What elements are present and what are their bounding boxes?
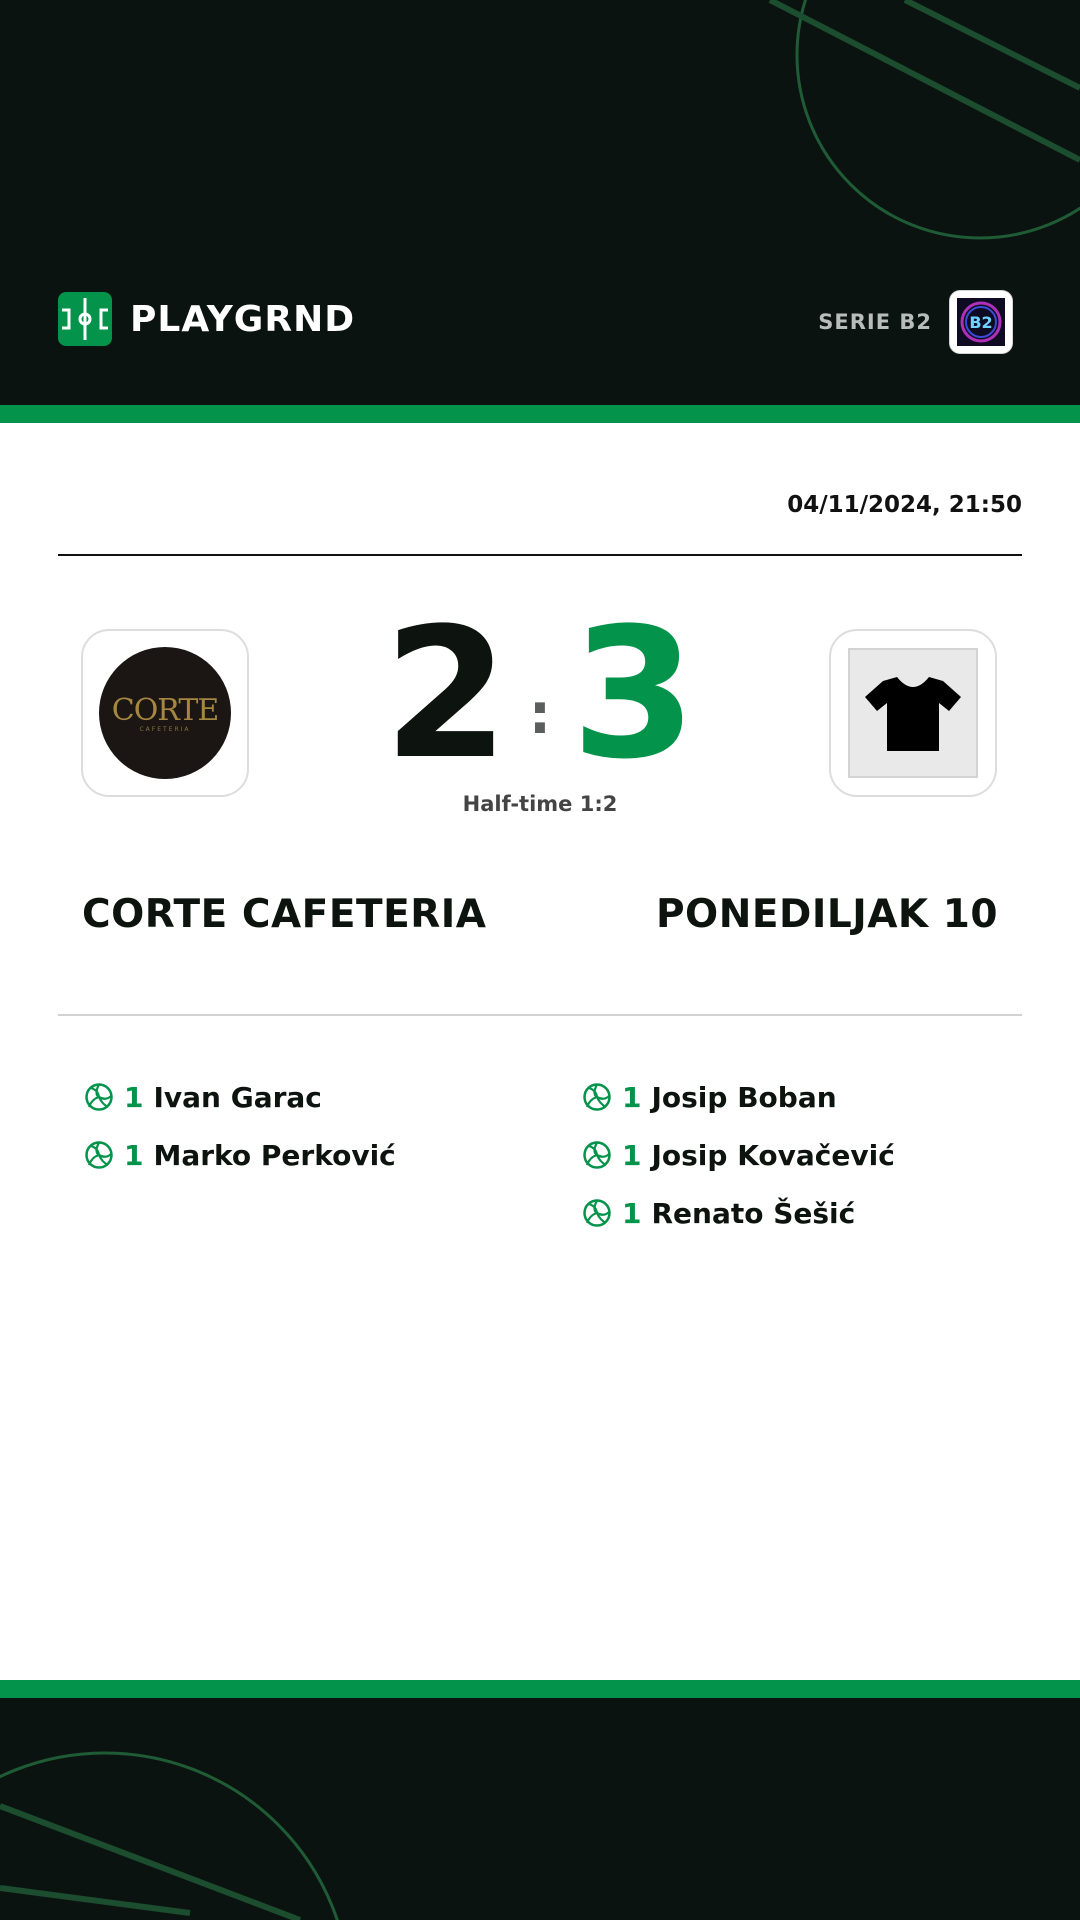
league-logo-icon xyxy=(957,298,1005,346)
league-name: SERIE B2 xyxy=(818,310,932,334)
scorer-row xyxy=(84,1068,396,1126)
goal-count: 1 xyxy=(622,1196,642,1230)
scorer-row xyxy=(582,1068,895,1126)
player-name[interactable]: Josip Boban xyxy=(651,1080,837,1114)
goal-count: 1 xyxy=(622,1080,642,1114)
league-badge xyxy=(950,291,1012,353)
player-name[interactable]: Josip Kovačević xyxy=(651,1138,895,1172)
header xyxy=(0,0,1080,405)
brand-name: PLAYGRND xyxy=(130,298,356,340)
pitch-icon xyxy=(58,292,112,346)
player-name[interactable]: Marko Perković xyxy=(153,1138,396,1172)
home-logo-text: CORTE xyxy=(111,693,219,728)
pitch-lines-decoration xyxy=(0,1698,1080,1920)
league[interactable] xyxy=(818,292,1012,352)
shirt-icon xyxy=(863,673,963,753)
home-logo-subtext: CAFETERIA xyxy=(139,726,191,733)
away-scorers-list xyxy=(582,1068,895,1242)
divider xyxy=(58,1014,1022,1016)
ball-icon xyxy=(84,1140,114,1170)
away-team-logo[interactable] xyxy=(829,629,997,797)
svg-text:B2: B2 xyxy=(969,313,993,332)
player-name[interactable]: Ivan Garac xyxy=(153,1080,322,1114)
shirt-frame xyxy=(848,648,978,778)
score-separator: : xyxy=(528,682,552,747)
ball-icon xyxy=(582,1198,612,1228)
home-team-name[interactable]: CORTE CAFETERIA xyxy=(82,892,487,937)
scorer-row xyxy=(582,1126,895,1184)
ball-icon xyxy=(84,1082,114,1112)
away-team-name[interactable]: PONEDILJAK 10 xyxy=(655,892,998,937)
brand[interactable] xyxy=(58,292,355,346)
header-accent-stripe xyxy=(0,405,1080,423)
goal-count: 1 xyxy=(124,1138,144,1172)
footer xyxy=(0,1698,1080,1920)
player-name[interactable]: Renato Šešić xyxy=(651,1196,856,1230)
match-datetime: 04/11/2024, 21:50 xyxy=(787,492,1022,518)
home-score: 2 xyxy=(383,590,509,799)
ball-icon xyxy=(582,1140,612,1170)
divider xyxy=(58,554,1022,556)
scorer-row xyxy=(582,1184,895,1242)
ball-icon xyxy=(582,1082,612,1112)
home-scorers-list xyxy=(84,1068,396,1184)
goal-count: 1 xyxy=(124,1080,144,1114)
footer-accent-stripe xyxy=(0,1680,1080,1698)
goal-count: 1 xyxy=(622,1138,642,1172)
halftime-score: Half-time 1:2 xyxy=(462,792,618,816)
scorer-row xyxy=(84,1126,396,1184)
away-score: 3 xyxy=(571,590,697,799)
